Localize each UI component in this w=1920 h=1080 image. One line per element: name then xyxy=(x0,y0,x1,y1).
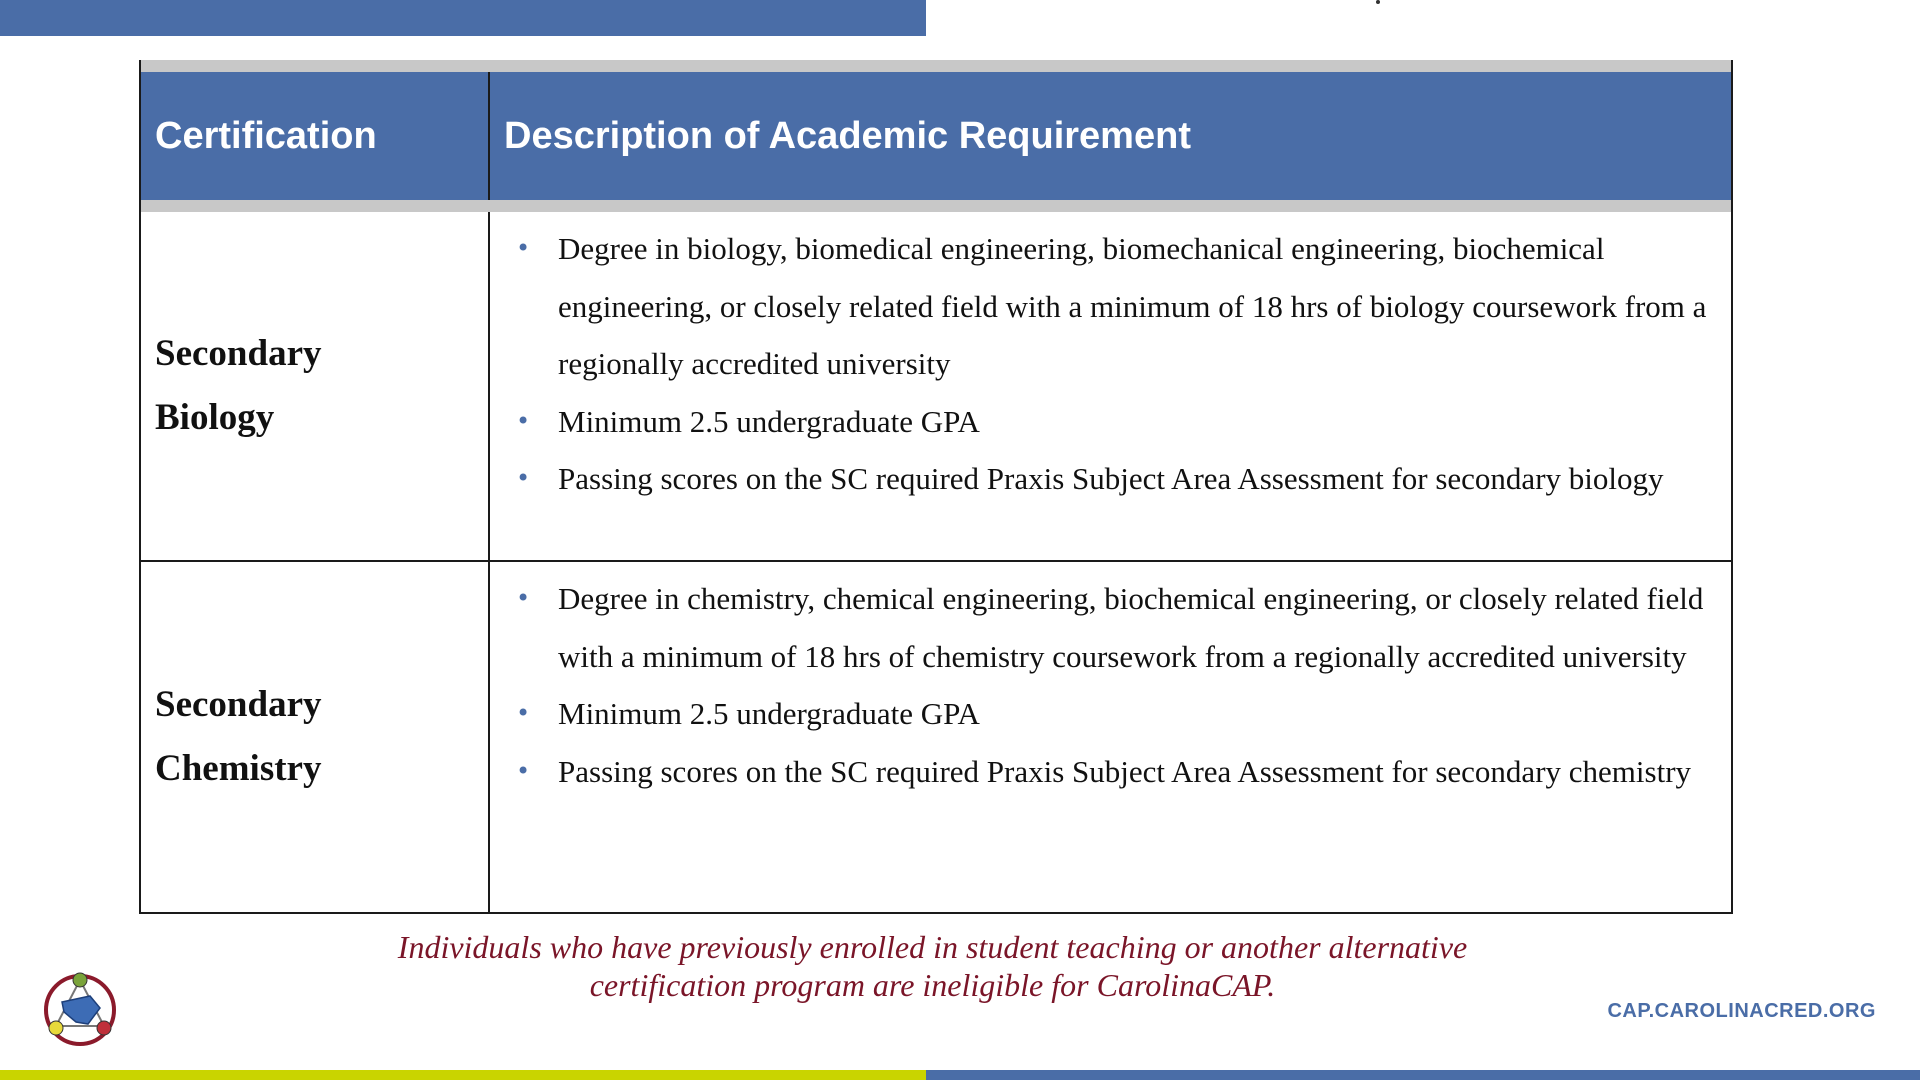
table-top-strip xyxy=(141,60,1731,72)
requirements-list xyxy=(504,562,1731,800)
requirements-list xyxy=(504,212,1731,508)
bottom-accent-bar-green xyxy=(0,1070,926,1080)
bullet-icon: • xyxy=(516,406,531,435)
requirement-text: Passing scores on the SC required Praxis Subject Area Assessment for secondary biology xyxy=(558,461,1664,496)
bottom-accent-bar-blue xyxy=(926,1070,1920,1080)
requirement-text: Degree in chemistry, chemical engineering, biochemical engineering, or closely related field with a minimum of 18 hrs of chemistry coursework from a regionally accredited university xyxy=(558,581,1704,674)
certification-name-line2: Biology xyxy=(155,397,275,438)
certification-name-line2: Chemistry xyxy=(155,748,322,789)
requirement-text: Passing scores on the SC required Praxis Subject Area Assessment for secondary chemistry xyxy=(558,753,1692,789)
certification-name-line1: Secondary xyxy=(155,684,322,725)
footnote-line2: certification program are ineligible for CarolinaCAP. xyxy=(589,967,1276,1003)
requirements-cell xyxy=(490,562,1731,912)
website-url[interactable]: CAP.CAROLINACRED.ORG xyxy=(1607,1000,1876,1022)
top-accent-bar xyxy=(0,0,926,36)
requirements-cell xyxy=(490,212,1731,560)
top-dot-mark xyxy=(1376,0,1380,4)
footnote-line1: Individuals who have previously enrolled in student teaching or another alternative xyxy=(397,929,1468,965)
requirement-item xyxy=(504,450,1731,508)
requirement-text: Minimum 2.5 undergraduate GPA xyxy=(558,696,980,731)
table-header-row xyxy=(141,72,1731,212)
requirement-item xyxy=(504,685,1731,743)
bullet-icon: • xyxy=(516,234,531,262)
requirements-table xyxy=(139,60,1733,914)
header-description: Description of Academic Requirement xyxy=(504,114,1191,157)
requirement-item xyxy=(504,743,1731,801)
bullet-icon: • xyxy=(516,464,531,492)
requirement-item xyxy=(504,570,1731,685)
requirement-item xyxy=(504,393,1731,451)
requirement-text: Minimum 2.5 undergraduate GPA xyxy=(558,403,980,439)
bullet-icon: • xyxy=(516,584,531,612)
header-certification: Certification xyxy=(141,72,490,200)
eligibility-footnote xyxy=(0,928,1865,1004)
bullet-icon: • xyxy=(516,699,531,727)
table-row xyxy=(141,560,1731,912)
certification-name-line1: Secondary xyxy=(155,333,322,374)
requirement-text: Degree in biology, biomedical engineering, biomechanical engineering, biochemical engineering, or closely related field with a minimum of 18 hrs of biology coursework from a regionally accredited university xyxy=(558,231,1707,381)
table-row xyxy=(141,212,1731,560)
certification-cell xyxy=(141,212,490,560)
requirement-item xyxy=(504,220,1731,393)
carolinacap-logo-icon xyxy=(42,970,118,1046)
bullet-icon: • xyxy=(516,756,531,785)
certification-cell xyxy=(141,562,490,912)
